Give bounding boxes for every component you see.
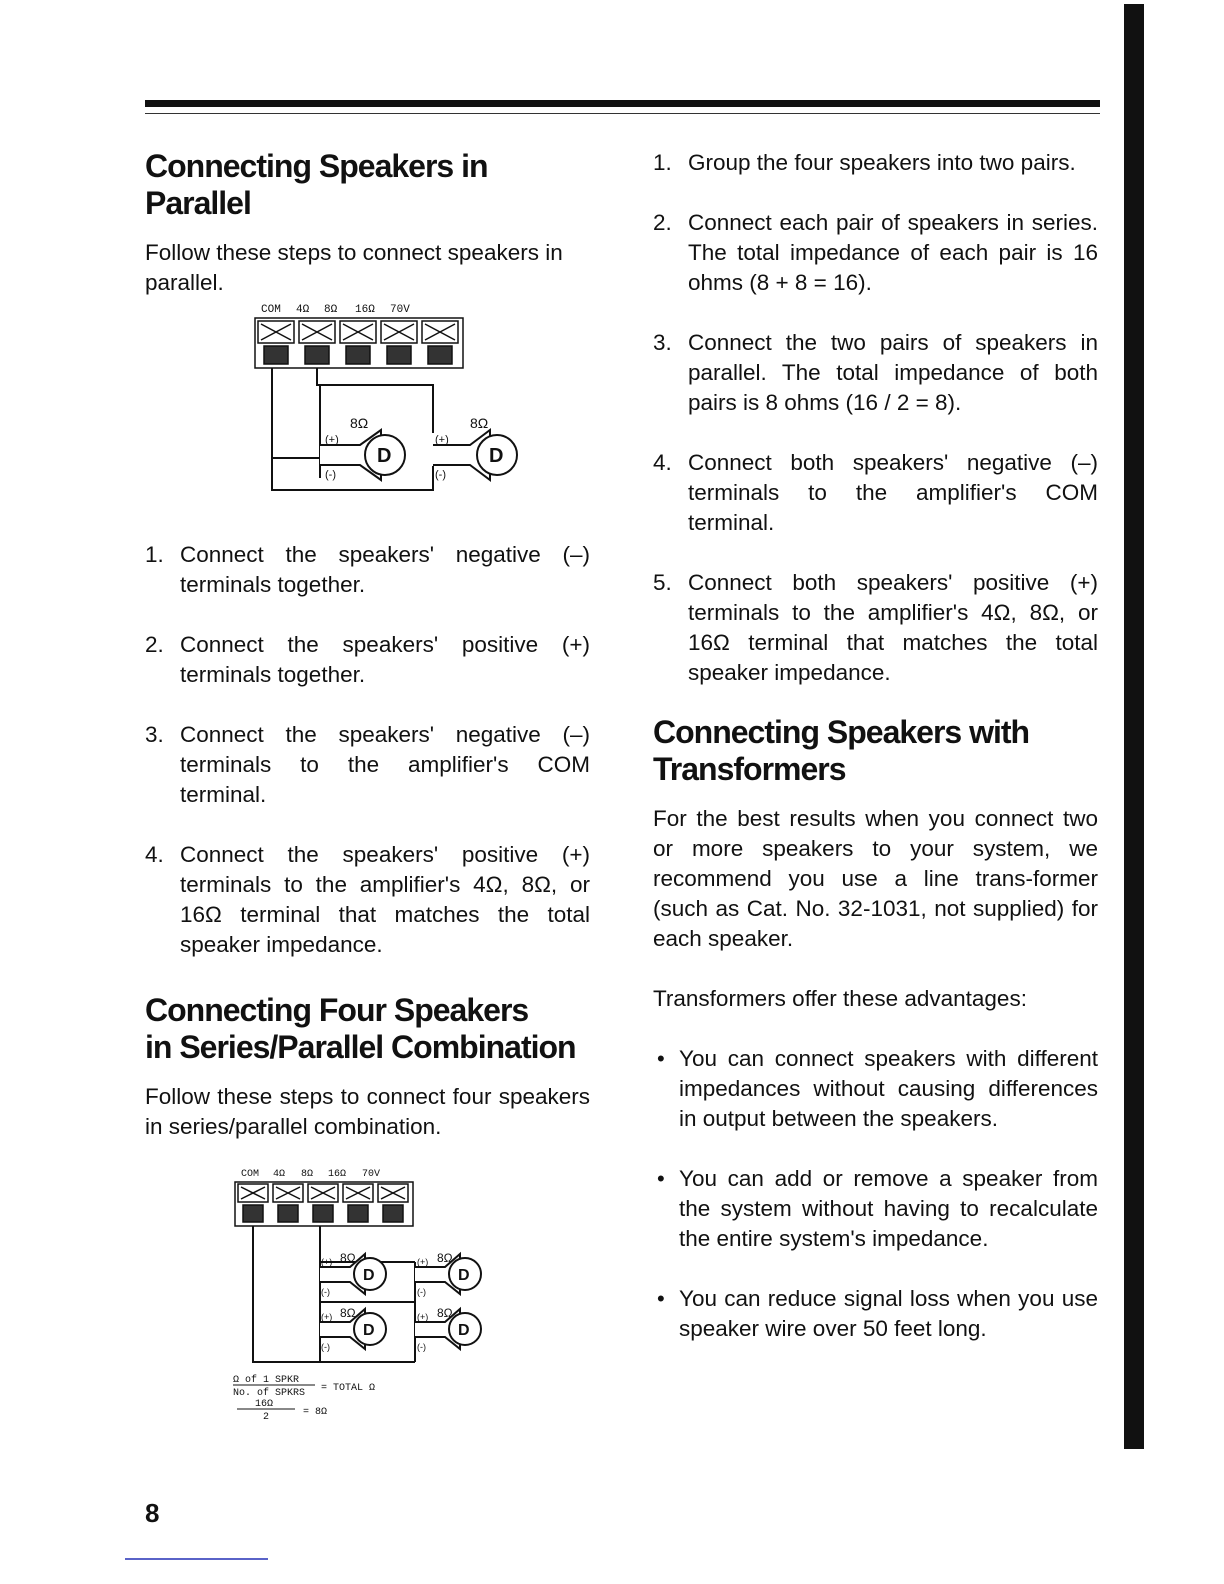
svg-text:2: 2 [263, 1412, 270, 1423]
speaker-b-minus: (-) [417, 1287, 426, 1297]
svg-text:D: D [363, 1322, 375, 1339]
list-item: • You can reduce signal loss when you use speaker wire over 50 feet long. [653, 1284, 1098, 1344]
bullet-icon: • [657, 1046, 665, 1071]
series-parallel-steps [653, 148, 1098, 688]
page-edge-bar [1124, 4, 1144, 1449]
svg-text:D: D [458, 1322, 470, 1339]
speaker-d-ohms: 8Ω [437, 1306, 453, 1320]
speaker-d-plus: (+) [417, 1312, 429, 1322]
terminal-label-70v: 70V [390, 304, 410, 316]
list-item: 4. Connect the speakers' positive (+) terminals to the amplifier's 4Ω, 8Ω, or 16Ω terminal that matches the total speaker impedance. [145, 842, 590, 957]
impedance-formula [233, 1374, 375, 1423]
header-rule-thick [145, 100, 1100, 107]
svg-text:16Ω: 16Ω [255, 1399, 274, 1410]
list-item: • You can add or remove a speaker from the system without having to recalculate the entire system's impedance. [653, 1164, 1098, 1254]
speaker-d-minus: (-) [417, 1342, 426, 1352]
parallel-heading: Connecting Speakers in Parallel [145, 148, 488, 221]
speaker-1-ohms: 8Ω [350, 415, 369, 431]
series-parallel-wires [253, 1226, 415, 1362]
terminal-label-70v: 70V [362, 1169, 381, 1180]
svg-text:No. of SPKRS: No. of SPKRS [233, 1388, 306, 1399]
terminal-label-8: 8Ω [324, 304, 338, 316]
list-item: • You can connect speakers with different impedances without causing differences in output between the speakers. [653, 1044, 1098, 1134]
svg-text:= 8Ω: = 8Ω [303, 1407, 328, 1418]
page-number: 8 [145, 1498, 160, 1528]
speaker-b-plus: (+) [417, 1257, 429, 1267]
terminal-label-16: 16Ω [328, 1169, 347, 1180]
list-item: 3. Connect the two pairs of speakers in parallel. The total impedance of both pairs is 8 ohms (16 / 2 = 8). [653, 330, 1098, 415]
header-rule-thin [145, 113, 1100, 114]
footer-underline [125, 1558, 268, 1560]
terminal-strip [255, 318, 463, 368]
terminal-label-4: 4Ω [296, 304, 310, 316]
speaker-c-plus: (+) [321, 1312, 333, 1322]
transformers-intro: For the best results when you connect two or more speakers to your system, we recommend you use a line trans-former (such as Cat. No. 32-1031, not supplied) for each speaker. [653, 806, 1098, 951]
parallel-wiring-diagram [145, 300, 590, 510]
speaker-2-ohms: 8Ω [470, 415, 489, 431]
speaker-1-plus: (+) [325, 434, 339, 446]
transformers-heading: Connecting Speakers with Transformers [653, 714, 1030, 787]
bullet-icon: • [657, 1166, 665, 1191]
list-item: 4. Connect both speakers' negative (–) terminals to the amplifier's COM terminal. [653, 450, 1098, 535]
speaker-c-minus: (-) [321, 1342, 330, 1352]
left-column [145, 148, 590, 1424]
speaker-a-ohms: 8Ω [340, 1251, 356, 1265]
speaker-b-ohms: 8Ω [437, 1251, 453, 1265]
list-item: 2. Connect each pair of speakers in series. The total impedance of each pair is 16 ohms (8 + 8 = 16). [653, 210, 1098, 295]
list-item: 1. Group the four speakers into two pairs. [653, 150, 1076, 175]
parallel-intro: Follow these steps to connect speakers in parallel. [145, 240, 563, 295]
speaker-1-minus: (-) [325, 469, 336, 481]
terminal-label-4: 4Ω [273, 1169, 286, 1180]
speaker-2-plus: (+) [435, 434, 449, 446]
four-speakers-heading: Connecting Four Speakers in Series/Parallel Combination [145, 992, 576, 1065]
terminal-label-com: COM [241, 1169, 260, 1180]
list-item: 5. Connect both speakers' positive (+) terminals to the amplifier's 4Ω, 8Ω, or 16Ω terminal that matches the total speaker impedance. [653, 570, 1098, 685]
terminal-label-8: 8Ω [301, 1169, 314, 1180]
speaker-c-ohms: 8Ω [340, 1306, 356, 1320]
svg-text:Ω of 1 SPKR: Ω of 1 SPKR [233, 1375, 300, 1386]
list-item: 1. Connect the speakers' negative (–) terminals together. [145, 542, 590, 597]
svg-text:D: D [363, 1267, 375, 1284]
speaker-a-plus: (+) [321, 1257, 333, 1267]
terminal-label-16: 16Ω [355, 304, 375, 316]
svg-text:D: D [377, 445, 392, 467]
terminal-label-com: COM [261, 304, 281, 316]
list-item: 2. Connect the speakers' positive (+) terminals together. [145, 632, 590, 687]
svg-text:= TOTAL Ω: = TOTAL Ω [321, 1383, 376, 1394]
list-item: 3. Connect the speakers' negative (–) terminals to the amplifier's COM terminal. [145, 722, 590, 807]
parallel-steps [145, 540, 590, 960]
svg-text:D: D [489, 445, 504, 467]
right-column [653, 148, 1098, 1344]
four-speakers-intro: Follow these steps to connect four speakers in series/parallel combination. [145, 1084, 590, 1139]
bullet-icon: • [657, 1286, 665, 1311]
advantages-list [653, 1044, 1098, 1344]
speaker-a-minus: (-) [321, 1287, 330, 1297]
terminal-strip [235, 1182, 413, 1226]
advantages-lead: Transformers offer these advantages: [653, 986, 1027, 1011]
series-parallel-wiring-diagram [145, 1162, 590, 1424]
speaker-2-minus: (-) [435, 469, 446, 481]
svg-text:D: D [458, 1267, 470, 1284]
